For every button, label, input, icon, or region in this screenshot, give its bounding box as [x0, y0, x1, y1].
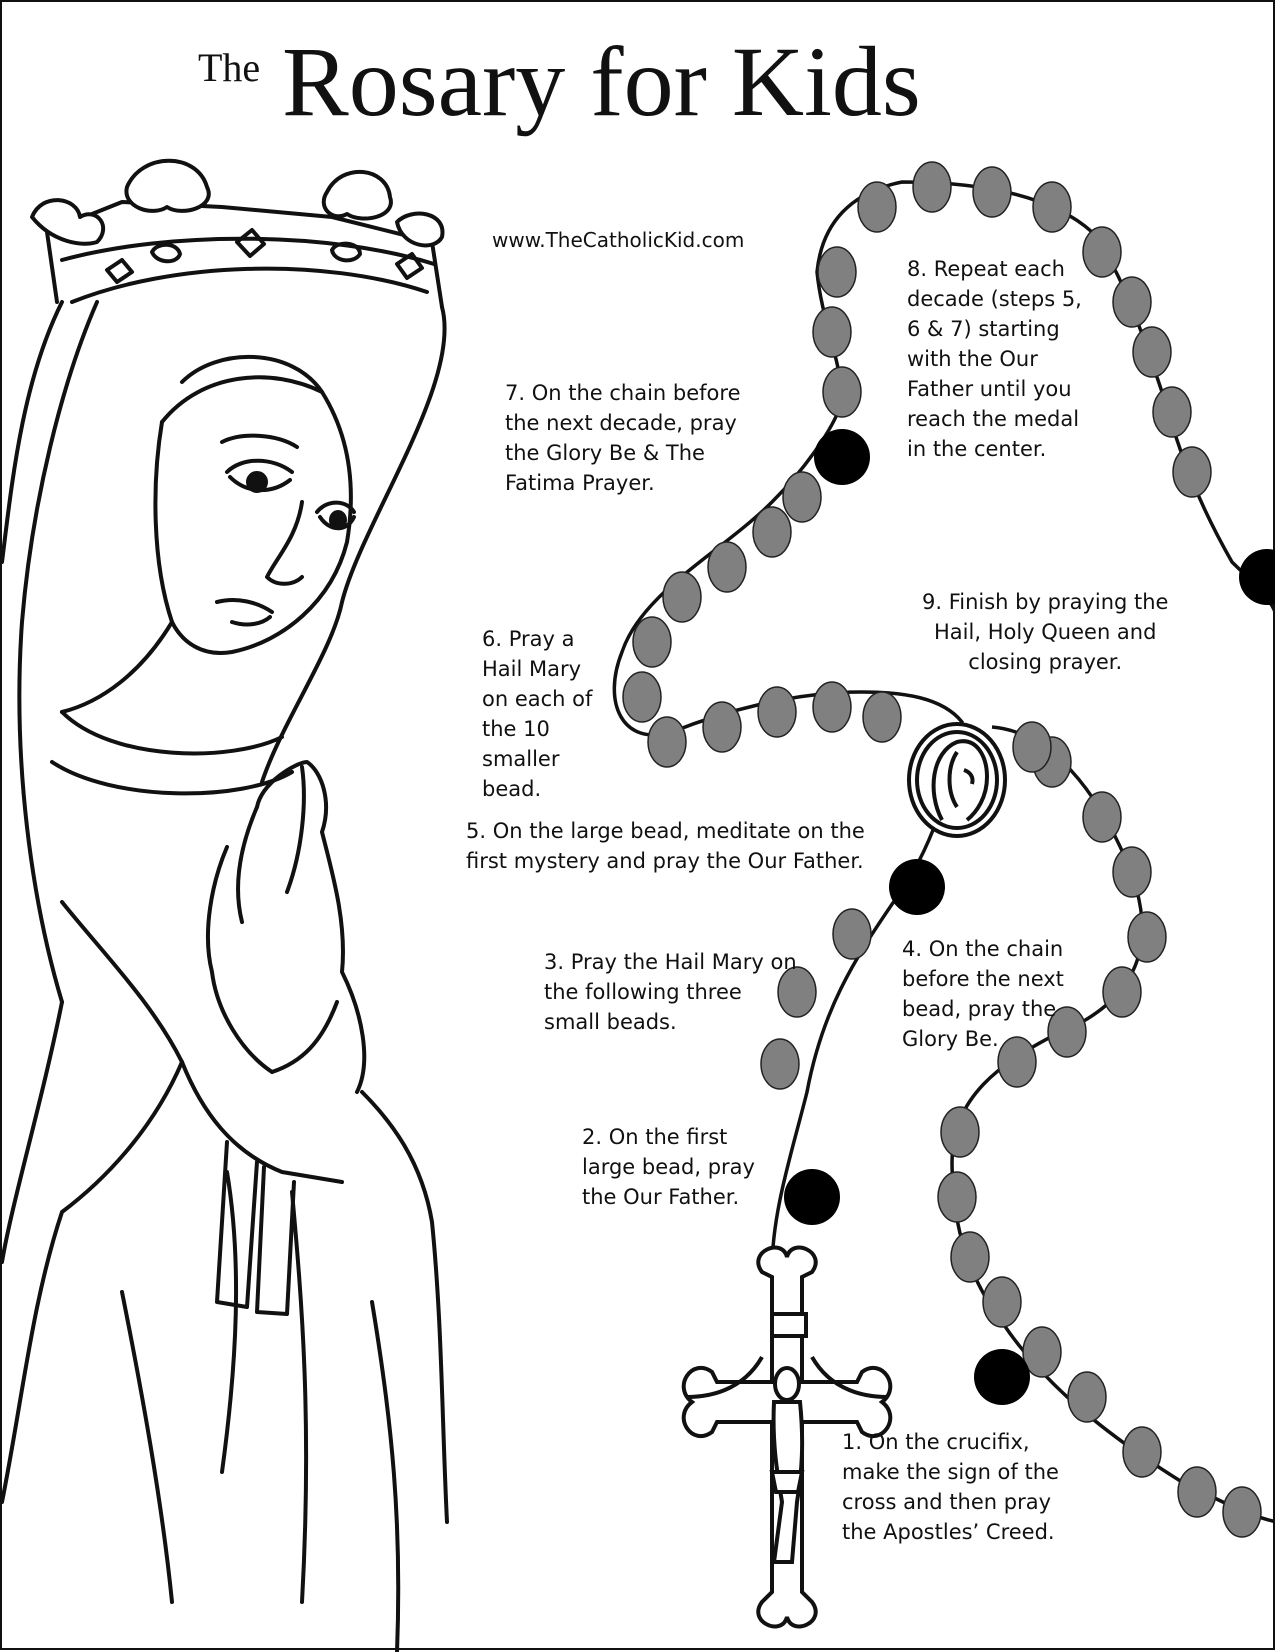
small-bead: [913, 162, 951, 212]
small-bead: [951, 1232, 989, 1282]
small-bead: [1113, 277, 1151, 327]
small-bead: [1103, 967, 1141, 1017]
large-bead: [784, 1169, 840, 1225]
title-prefix: The: [198, 45, 261, 90]
small-bead: [1128, 912, 1166, 962]
small-bead: [813, 307, 851, 357]
large-bead: [974, 1349, 1030, 1405]
small-bead: [758, 687, 796, 737]
small-bead: [1173, 447, 1211, 497]
small-bead: [973, 167, 1011, 217]
small-bead: [648, 717, 686, 767]
small-bead: [703, 702, 741, 752]
step-4-text: 4. On the chain before the next bead, pray the Glory Be.: [902, 937, 1064, 1051]
medal-icon: [909, 724, 1005, 836]
small-bead: [823, 367, 861, 417]
small-bead: [633, 617, 671, 667]
small-bead: [938, 1172, 976, 1222]
small-bead: [663, 572, 701, 622]
small-bead: [1068, 1372, 1106, 1422]
large-bead: [814, 429, 870, 485]
step-7-text: 7. On the chain before the next decade, pray the Glory Be & The Fatima Prayer.: [505, 381, 741, 495]
step-8-text: 8. Repeat each decade (steps 5, 6 & 7) starting with the Our Father until you reach the medal in the center.: [907, 257, 1082, 461]
small-bead: [1133, 327, 1171, 377]
crown-icon: [32, 161, 442, 307]
small-bead: [1083, 792, 1121, 842]
large-bead: [1239, 549, 1275, 605]
small-bead: [1113, 847, 1151, 897]
small-bead: [1013, 722, 1051, 772]
small-bead: [623, 672, 661, 722]
small-bead: [1178, 1467, 1216, 1517]
small-bead: [1083, 227, 1121, 277]
small-bead: [1033, 182, 1071, 232]
small-bead: [1123, 1427, 1161, 1477]
small-bead: [783, 472, 821, 522]
website-url: www.TheCatholicKid.com: [492, 228, 745, 252]
page-title: Rosary for Kids: [282, 26, 921, 137]
small-bead: [1153, 387, 1191, 437]
step-5-text: 5. On the large bead, meditate on the first mystery and pray the Our Father.: [466, 819, 865, 873]
small-bead: [813, 682, 851, 732]
small-bead: [761, 1039, 799, 1089]
step-2-text: 2. On the first large bead, pray the Our Father.: [582, 1125, 755, 1209]
small-bead: [753, 507, 791, 557]
small-bead: [708, 542, 746, 592]
step-9-text: 9. Finish by praying the Hail, Holy Queen and closing prayer.: [922, 590, 1169, 674]
large-bead: [889, 859, 945, 915]
small-bead: [818, 247, 856, 297]
small-bead: [983, 1277, 1021, 1327]
small-bead: [833, 909, 871, 959]
step-3-text: 3. Pray the Hail Mary on the following three small beads.: [544, 950, 797, 1034]
step-6-text: 6. Pray a Hail Mary on each of the 10 smaller bead.: [482, 627, 593, 801]
small-bead: [863, 692, 901, 742]
small-bead: [1223, 1487, 1261, 1537]
small-bead: [858, 182, 896, 232]
step-1-text: 1. On the crucifix, make the sign of the cross and then pray the Apostles’ Creed.: [842, 1430, 1059, 1544]
small-bead: [941, 1107, 979, 1157]
mary-figure: [2, 161, 447, 1652]
